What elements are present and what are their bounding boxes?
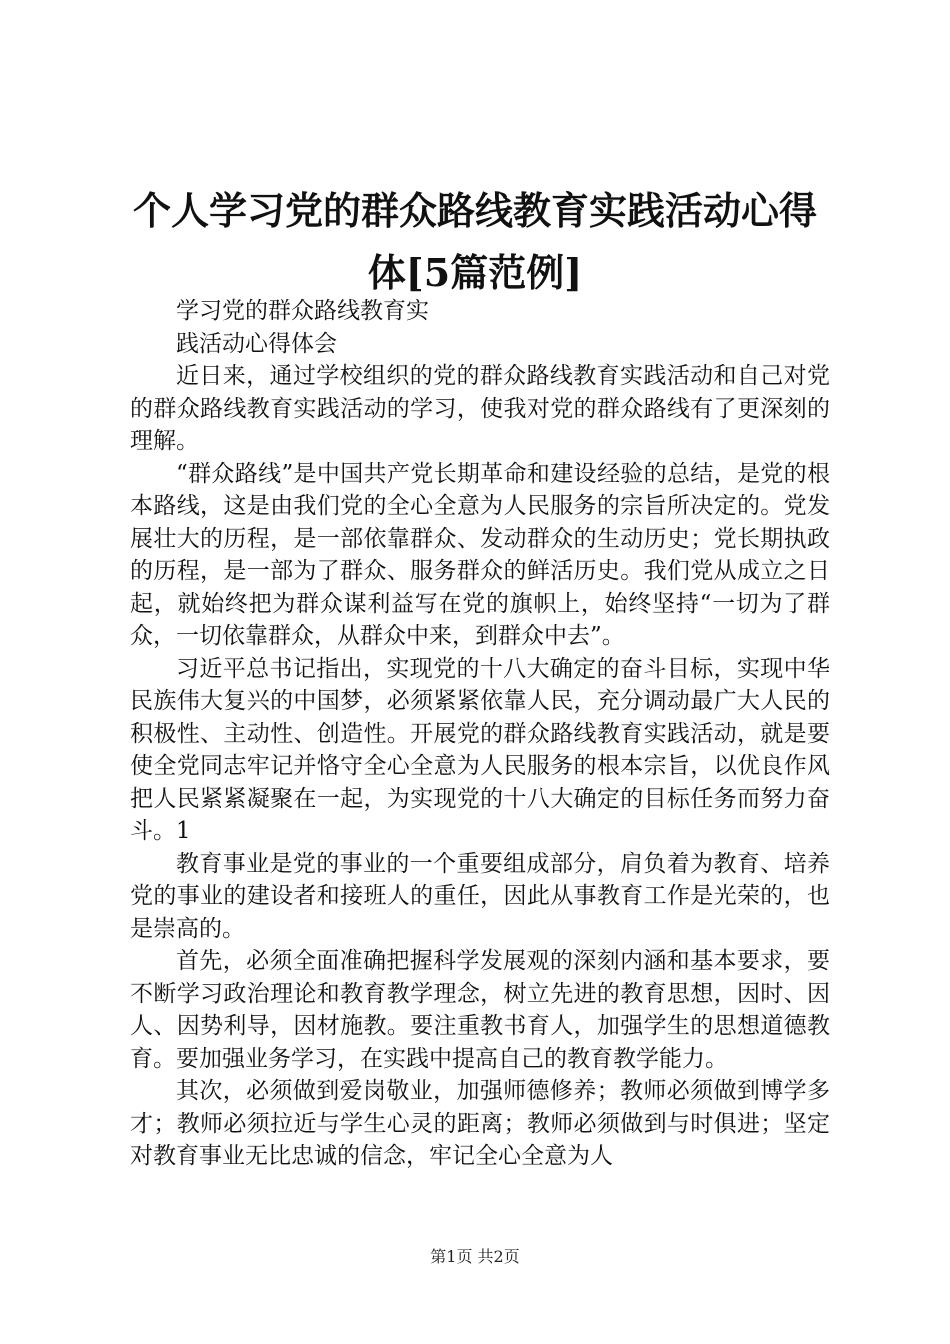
document-title: 个人学习党的群众路线教育实践活动心得体[5篇范例] <box>132 188 817 295</box>
subtitle-line-2: 践活动心得体会 <box>176 330 337 357</box>
paragraph: 其次，必须做到爱岗敬业，加强师德修养；教师必须做到博学多才；教师必须拉近与学生心灵的距离；教师必须做到与时俱进；坚定对教育事业无比忠诚的信念，牢记全心全意为人 <box>130 1078 830 1169</box>
paragraph: 教育事业是党的事业的一个重要组成部分，肩负着为教育、培养党的事业的建设者和接班人的重任，因此从事教育工作是光荣的，也是崇高的。 <box>130 850 830 942</box>
document-body <box>130 295 830 1173</box>
page-footer: 第1页 共2页 <box>430 1247 520 1266</box>
paragraph: 近日来，通过学校组织的党的群众路线教育实践活动和自己对党的群众路线教育实践活动的学习，使我对党的群众路线有了更深刻的理解。 <box>130 363 830 454</box>
subtitle-line-1: 学习党的群众路线教育实 <box>176 298 429 324</box>
paragraph: 首先，必须全面准确把握科学发展观的深刻内涵和基本要求，要不断学习政治理论和教育教学理念，树立先进的教育思想，因时、因人、因势利导，因材施教。要注重教书育人，加强学生的思想道德教育。要加强业务学习，在实践中提高自己的教育教学能力。 <box>130 948 830 1072</box>
paragraph: “群众路线”是中国共产党长期革命和建设经验的总结，是党的根本路线，这是由我们党的全心全意为人民服务的宗旨所决定的。党发展壮大的历程，是一部依靠群众、发动群众的生动历史；党长期执政的历程，是一部为了群众、服务群众的鲜活历史。我们党从成立之日起，就始终把为群众谋利益写在党的旗帜上，始终坚持“一切为了群众，一切依靠群众，从群众中来，到群众中去”。 <box>130 460 830 649</box>
paragraph: 习近平总书记指出，实现党的十八大确定的奋斗目标，实现中华民族伟大复兴的中国梦，必须紧紧依靠人民，充分调动最广大人民的积极性、主动性、创造性。开展党的群众路线教育实践活动，就是要使全党同志牢记并恪守全心全意为人民服务的根本宗旨，以优良作风把人民紧紧凝聚在一起，为实现党的十八大确定的目标任务而努力奋斗。1 <box>130 655 830 844</box>
